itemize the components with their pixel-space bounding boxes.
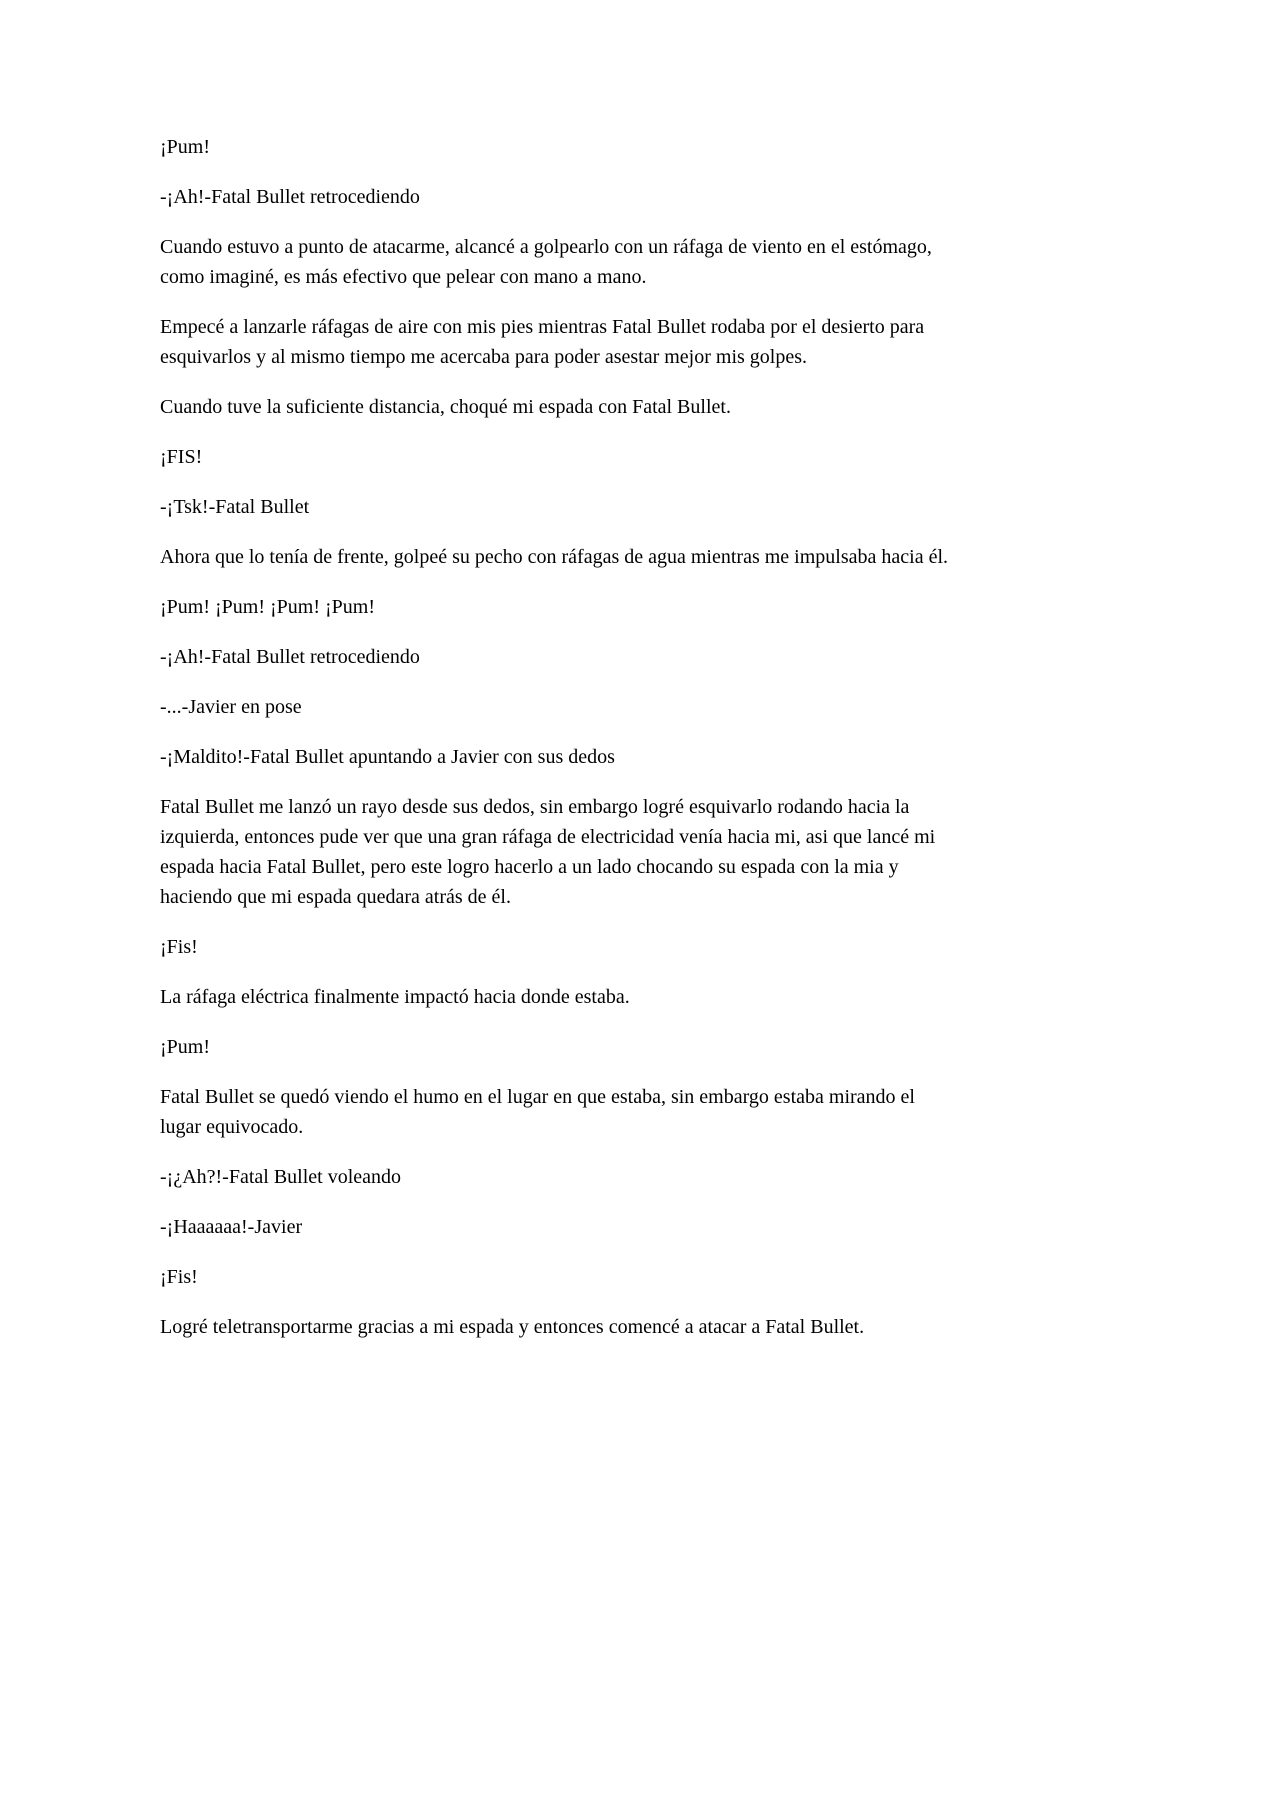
paragraph: -¡Maldito!-Fatal Bullet apuntando a Javier con sus dedos <box>160 746 615 768</box>
paragraph: ¡Pum! <box>160 1036 210 1058</box>
paragraph: -¡Ah!-Fatal Bullet retrocediendo <box>160 646 420 668</box>
paragraph: ¡Pum! ¡Pum! ¡Pum! ¡Pum! <box>160 596 375 618</box>
paragraph: -¡¿Ah?!-Fatal Bullet voleando <box>160 1166 402 1188</box>
paragraph: ¡Fis! <box>160 1266 198 1288</box>
paragraph: ¡Pum! <box>160 136 210 158</box>
paragraph: Fatal Bullet me lanzó un rayo desde sus dedos, sin embargo logré esquivarlo rodando hacia la izquierda, entonces pude ver que una gran ráfaga de electricidad venía hacia mi, asi que lancé mi espada hacia Fatal Bullet, pero este logro hacerlo a un lado chocando su espada con la mia y haciendo que mi espada quedara atrás de él. <box>160 796 936 908</box>
paragraph: Cuando estuvo a punto de atacarme, alcancé a golpearlo con un ráfaga de viento en el estómago, como imaginé, es más efectivo que pelear con mano a mano. <box>160 236 932 288</box>
paragraph: Fatal Bullet se quedó viendo el humo en el lugar en que estaba, sin embargo estaba mirando el lugar equivocado. <box>160 1086 915 1138</box>
paragraph: Empecé a lanzarle ráfagas de aire con mis pies mientras Fatal Bullet rodaba por el desierto para esquivarlos y al mismo tiempo me acercaba para poder asestar mejor mis golpes. <box>160 316 925 368</box>
paragraph: Logré teletransportarme gracias a mi espada y entonces comencé a atacar a Fatal Bullet. <box>160 1316 865 1338</box>
paragraph: -¡Tsk!-Fatal Bullet <box>160 496 310 518</box>
paragraph: -...-Javier en pose <box>160 696 302 718</box>
document-text-block <box>160 132 960 1342</box>
paragraph: Ahora que lo tenía de frente, golpeé su pecho con ráfagas de agua mientras me impulsaba hacia él. <box>160 546 949 568</box>
paragraph: La ráfaga eléctrica finalmente impactó hacia donde estaba. <box>160 986 630 1008</box>
paragraph: ¡FIS! <box>160 446 203 468</box>
paragraph: -¡Haaaaaa!-Javier <box>160 1216 303 1238</box>
paragraph: -¡Ah!-Fatal Bullet retrocediendo <box>160 186 420 208</box>
paragraph: ¡Fis! <box>160 936 198 958</box>
paragraph: Cuando tuve la suficiente distancia, choqué mi espada con Fatal Bullet. <box>160 396 731 418</box>
